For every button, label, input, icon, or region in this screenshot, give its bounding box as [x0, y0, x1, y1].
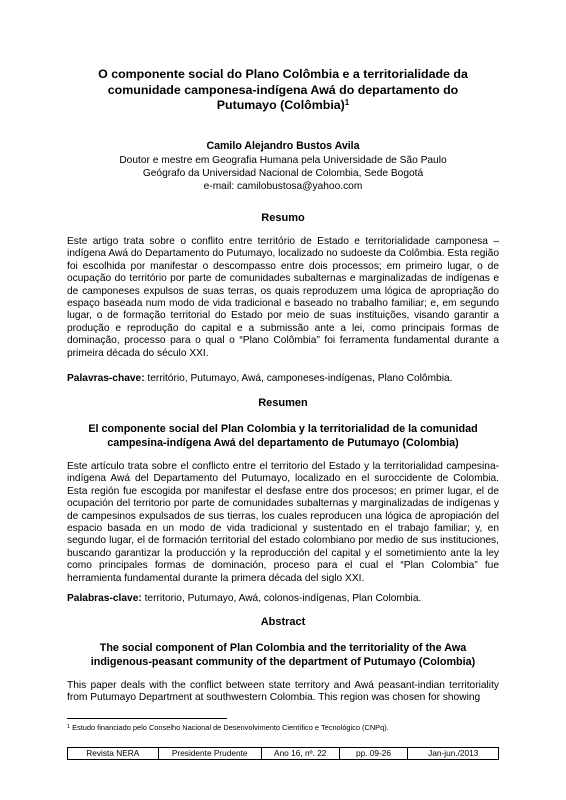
resumo-heading: Resumo — [261, 212, 305, 224]
resumen-subtitle-line-2: campesina-indígena Awá del departamento de Putumayo (Colombia) — [107, 437, 459, 449]
title-line-3-text: Putumayo (Colômbia) — [216, 98, 345, 112]
title-line-1: O componente social do Plano Colômbia e a territorialidade da — [98, 67, 468, 81]
resumo-keywords-label: Palavras-chave: — [67, 373, 145, 384]
resumo-keywords — [67, 373, 499, 385]
abstract-subtitle-line-2: indigenous-peasant community of the department of Putumayo (Colombia) — [90, 656, 476, 668]
abstract-heading: Abstract — [260, 616, 306, 628]
resumen-keywords-label: Palabras-clave: — [67, 593, 142, 604]
resumen-keywords — [67, 593, 499, 605]
journal-footer — [67, 747, 499, 760]
author-affiliation-1: Doutor e mestre em Geografia Humana pela Universidade de São Paulo — [119, 155, 447, 166]
footer-pages: pp. 09-26 — [339, 748, 408, 760]
resumen-subtitle-line-1: El componente social del Plan Colombia y la territorialidad de la comunidad — [88, 423, 478, 435]
abstract-subtitle-line-1: The social component of Plan Colombia and the territoriality of the Awa — [99, 642, 467, 654]
journal-footer-row — [68, 748, 499, 760]
resumo-keywords-list: território, Putumayo, Awá, camponeses-indígenas, Plano Colômbia. — [144, 373, 453, 384]
footer-volume: Ano 16, nº. 22 — [261, 748, 339, 760]
footer-journal: Revista NERA — [68, 748, 159, 760]
author-affiliation-2: Geógrafo da Universidad Nacional de Colombia, Sede Bogotá — [142, 168, 424, 179]
footnote-text: Estudo financiado pelo Conselho Nacional de Desenvolvimento Científico e Tecnológico (CNPq). — [70, 723, 389, 732]
abstract-subtitle — [66, 641, 500, 669]
author-name: Camilo Alejandro Bustos Avila — [206, 140, 360, 152]
resumo-body: Este artigo trata sobre o conflito entre território de Estado e territorialidade camponesa – indígena Awá do Departamento do Putumayo, localizado no sudoeste da Colômbia. Esta região foi escolhida por manifestar o descompasso entre dois processos; em primeiro lugar, o de ocupação do território por parte de comunidades subalternas e marginalizadas de indígenas e de camponeses expulsos de suas terras, os quais reproduzem uma lógica de apropriação do espaço baseada num modo de vida tradicional e baseado no trabalho familiar; e, em segundo lugar, o de formação territorial do Estado por meio de suas instituições, visando garantir a produção e reprodução do capital e a submissão ante a lei, como principais formas de dominação, processo para o qual o “Plano Colômbia” foi ferramenta fundamental durante a primeira década do século XXI. — [67, 236, 499, 359]
footer-city: Presidente Prudente — [158, 748, 261, 760]
footer-date: Jan-jun./2013 — [408, 748, 499, 760]
title-line-2: comunidade camponesa-indígena Awá do departamento do — [107, 82, 459, 97]
resumen-keywords-list: territorio, Putumayo, Awá, colonos-indígenas, Plan Colombia. — [141, 593, 422, 604]
resumen-subtitle — [66, 422, 500, 450]
author-block — [60, 140, 506, 193]
footnote — [67, 723, 499, 732]
footnote-divider — [67, 718, 227, 719]
abstract-body: This paper deals with the conflict between state territory and Awá peasant-indian territoriality from Putumayo Department at southwestern Colombia. This region was chosen for showing — [67, 680, 499, 704]
article-title — [60, 67, 506, 114]
title-footnote-mark: 1 — [344, 98, 350, 107]
footnote-mark: 1 — [67, 724, 71, 730]
title-line-3 — [60, 98, 506, 114]
resumen-body: Este artículo trata sobre el conflicto entre el territorio del Estado y la territorialidad campesina-indígena Awá del Departamento del Putumayo, localizado en el suroccidente de Colombia. Esta región fue escogida por manifestar el desfase entre dos procesos; en primer lugar, el de ocupación del territorio por parte de comunidades subalternas y marginalizadas de indígenas y de campesinos expulsados de sus tierras, los cuales reproducen una lógica de apropiación del espacio basada en un modo de vida tradicional y sustentado en el trabajo familiar; y, en segundo lugar, el de formación territorial del estado colombiano por medio de sus instituciones, buscando garantizar la producción y la reproducción del capital y el sometimiento ante la ley como principales formas de dominación, proceso para el cual el “Plan Colombia” fue herramienta fundamental durante la primera década del siglo XXI. — [67, 461, 499, 584]
resumen-heading: Resumen — [258, 397, 308, 409]
author-email: e-mail: camilobustosa@yahoo.com — [203, 181, 363, 192]
